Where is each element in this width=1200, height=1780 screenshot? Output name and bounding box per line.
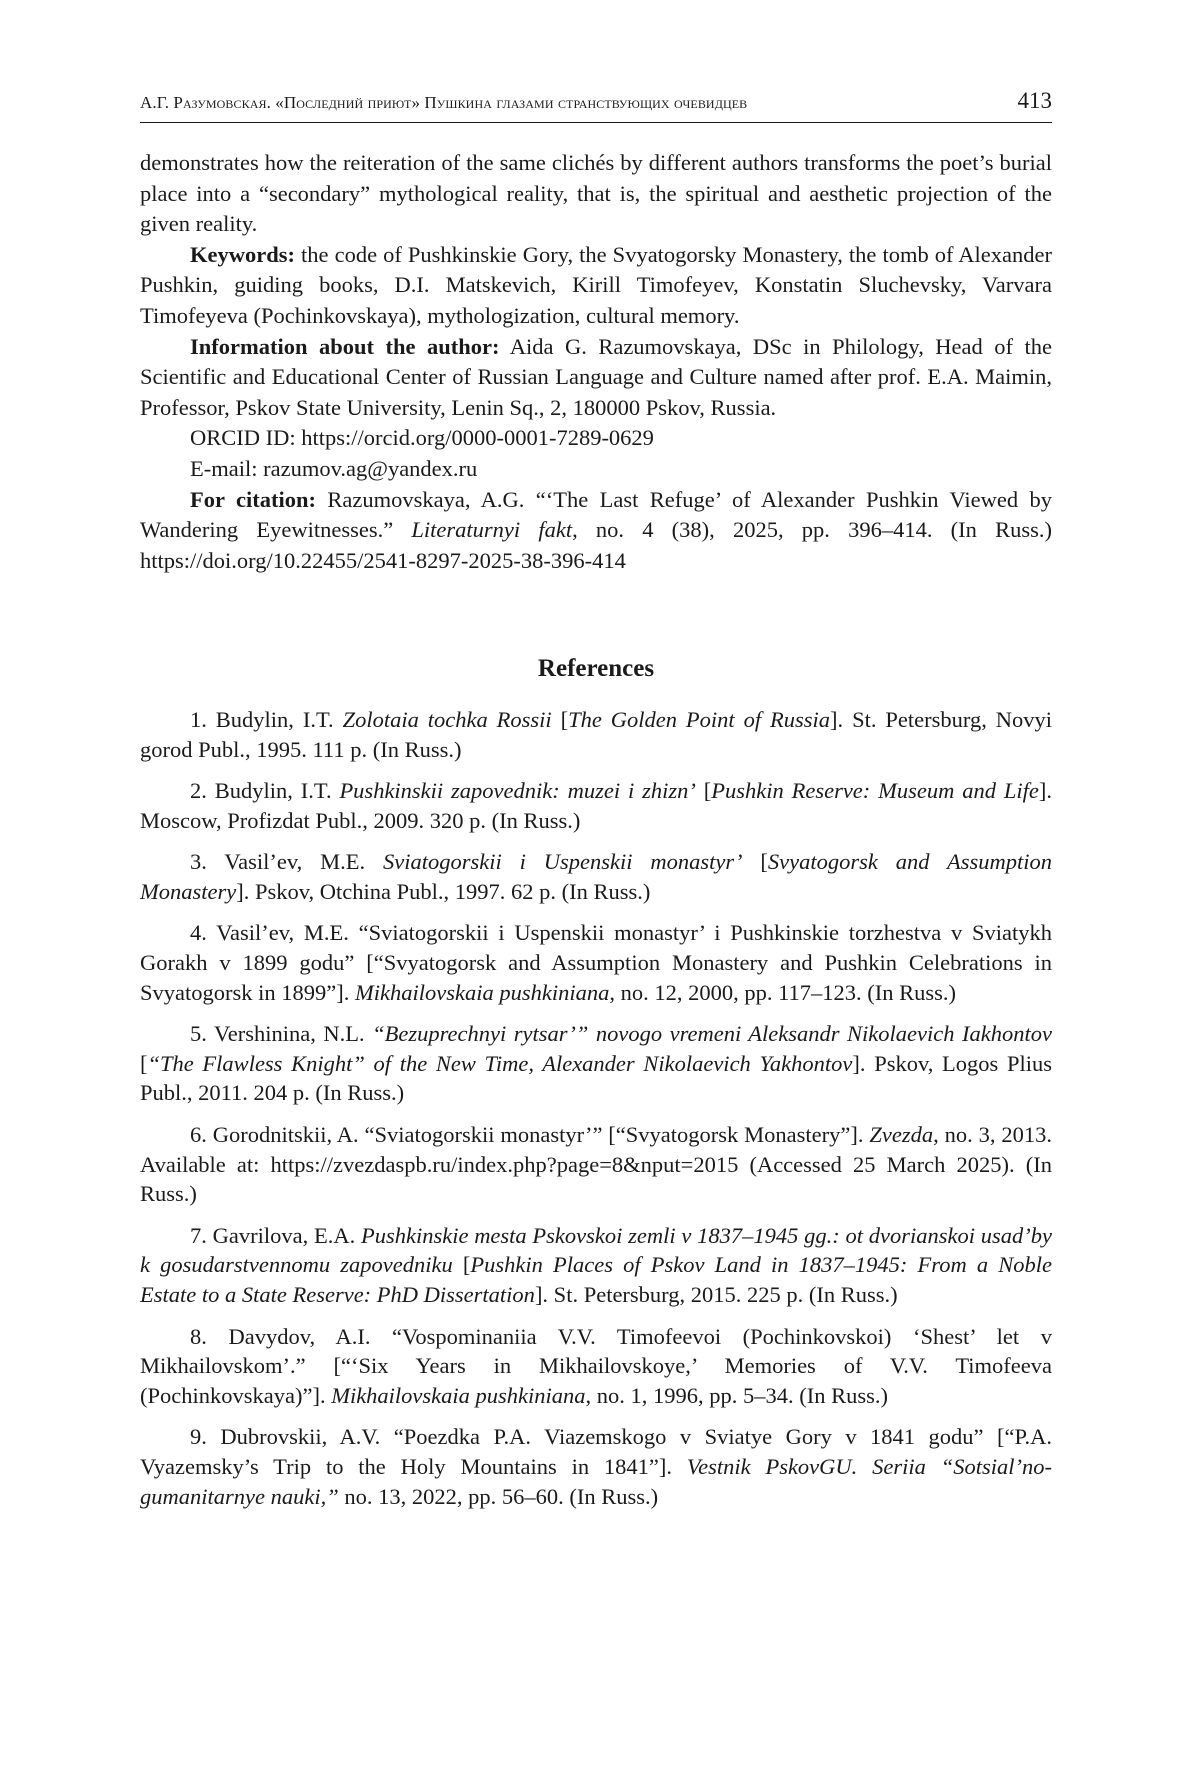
citation-text-a: Razumovskaya, A.G. “‘The Last Refuge’ of Alexander Pushkin Viewed by Wandering Eyewitnesses.” <box>140 486 1052 543</box>
reference-post: ]. Moscow, Profizdat Publ., 2009. 320 p. (In Russ.) <box>140 778 1053 833</box>
email-line: E-mail: razumov.ag@yandex.ru <box>190 455 478 481</box>
reference-item <box>140 847 1052 906</box>
reference-pre: 3. Vasil’ev, M.E. <box>190 849 384 875</box>
keywords-label: Keywords: <box>190 241 295 267</box>
abstract-continuation: demonstrates how the reiteration of the same clichés by different authors transforms the poet’s burial place into a “secondary” mythological reality, that is, the spiritual and aesthetic projection of the given reality. <box>140 150 1052 237</box>
author-info-paragraph <box>140 332 1052 424</box>
reference-item <box>140 1019 1052 1108</box>
reference-pre: 9. Dubrovskii, A.V. “Poezdka P.A. Viazemskogo v Sviatye Gory v 1841 godu” [“P.A. Vyazemsky’s Trip to the Holy Mountains in 1841”]. <box>140 1424 1052 1479</box>
reference-it1: Mikhailovskaia pushkiniana <box>331 1382 586 1408</box>
reference-it2: Pushkin Reserve: Museum and Life <box>711 778 1039 804</box>
citation-paragraph <box>140 485 1052 577</box>
reference-it1: Vestnik PskovGU. Seriia “Sotsial’no-gumanitarnye nauki,” <box>140 1453 1052 1509</box>
references-list <box>140 705 1052 1511</box>
running-title: А.Г. Разумовская. «Последний приют» Пушкина глазами странствующих очевидцев <box>140 93 748 112</box>
reference-mid: [ <box>551 706 569 732</box>
reference-item <box>140 1322 1052 1411</box>
reference-item <box>140 1221 1052 1310</box>
keywords-paragraph <box>140 240 1052 332</box>
reference-post: ]. St. Petersburg, Novyi gorod Publ., 1995. 111 p. (In Russ.) <box>140 706 1052 762</box>
keywords-text: the code of Pushkinskie Gory, the Svyatogorsky Monastery, the tomb of Alexander Pushkin, guiding books, D.I. Matskevich, Kirill Timofeyev, Konstatin Sluchevsky, Varvara Timofeyeva (Pochinkovskaya), mythologization, cultural memory. <box>140 241 1052 328</box>
article-content <box>140 148 1052 1523</box>
reference-it2: The Golden Point of Russia <box>568 706 831 732</box>
reference-it2: Svyatogorsk and Assumption Monastery <box>140 849 1052 904</box>
reference-post: no. 13, 2022, pp. 56–60. (In Russ.) <box>338 1483 659 1509</box>
reference-pre: 1. Budylin, I.T. <box>190 706 343 732</box>
reference-pre: 4. Vasil’ev, M.E. “Sviatogorskii i Uspenskii monastyr’ i Pushkinskie torzhestva v Sviatykh Gorakh v 1899 godu” [“Svyatogorsk and Assumption Monastery and Pushkin Celebrations in Svyatogorsk in 1899”]. <box>140 920 1052 1005</box>
reference-post: ]. Pskov, Otchina Publ., 1997. 62 p. (In Russ.) <box>236 878 651 904</box>
reference-item <box>140 918 1052 1007</box>
reference-it1: Zolotaia tochka Rossii <box>342 706 552 732</box>
page-number: 413 <box>1017 88 1052 113</box>
author-info-label: Information about the author: <box>190 333 500 359</box>
reference-post: , no. 12, 2000, pp. 117–123. (In Russ.) <box>609 979 956 1005</box>
reference-mid: [ <box>140 1050 148 1076</box>
orcid-line: ORCID ID: https://orcid.org/0000-0001-7289-0629 <box>190 425 654 451</box>
author-info-text: Aida G. Razumovskaya, DSc in Philology, Head of the Scientific and Educational Center of Russian Language and Culture named after prof. E.A. Maimin, Professor, Pskov State University, Lenin Sq., 2, 180000 Pskov, Russia. <box>140 333 1052 420</box>
reference-it1: Pushkinskii zapovednik: muzei i zhizn’ <box>339 778 696 804</box>
reference-pre: 6. Gorodnitskii, A. “Sviatogorskii monastyr’” [“Svyatogorsk Monastery”]. <box>190 1122 870 1148</box>
reference-item <box>140 776 1052 835</box>
reference-item <box>140 1120 1052 1209</box>
reference-post: ]. Pskov, Logos Plius Publ., 2011. 204 p. (In Russ.) <box>140 1050 1052 1106</box>
reference-pre: 5. Vershinina, N.L. <box>190 1021 373 1047</box>
reference-mid: [ <box>695 778 712 804</box>
reference-it1: Zvezda <box>869 1122 934 1148</box>
reference-mid: [ <box>742 849 768 875</box>
reference-it1: Sviatogorskii i Uspenskii monastyr’ <box>383 849 743 875</box>
running-header <box>140 88 1052 123</box>
reference-pre: 8. Davydov, A.I. “Vospominaniia V.V. Timofeevoi (Pochinkovskoi) ‘Shest’ let v Mikhailovskom’.” [“‘Six Years in Mikhailovskoye,’ Memories of V.V. Timofeeva (Pochinkovskaya)”]. <box>140 1323 1052 1408</box>
citation-label: For citation: <box>190 486 316 512</box>
reference-post: ]. St. Petersburg, 2015. 225 p. (In Russ.) <box>534 1282 898 1307</box>
reference-pre: 2. Budylin, I.T. <box>190 778 340 804</box>
reference-it1: “Bezuprechnyi rytsar’” novogo vremeni Aleksandr Nikolaevich Iakhontov <box>372 1021 1052 1047</box>
reference-item <box>140 1422 1052 1511</box>
reference-post: , no. 3, 2013. Available at: https://zvezdaspb.ru/index.php?page=8&nput=2015 (Accessed 25 March 2025). (In Russ.) <box>140 1122 1052 1207</box>
reference-pre: 7. Gavrilova, E.A. <box>190 1222 361 1248</box>
references-heading: References <box>537 655 655 683</box>
citation-text-b: , no. 4 (38), 2025, pp. 396–414. (In Russ.) https://doi.org/10.22455/2541-8297-2025-38-396-414 <box>140 517 1052 573</box>
reference-mid: [ <box>452 1252 471 1278</box>
reference-it1: Mikhailovskaia pushkiniana <box>354 979 610 1005</box>
reference-post: , no. 1, 1996, pp. 5–34. (In Russ.) <box>585 1382 889 1408</box>
reference-item <box>140 705 1052 764</box>
reference-it1: Pushkinskie mesta Pskovskoi zemli v 1837–1945 gg.: ot dvorianskoi usad’by k gosudarstvennomu zapovedniku <box>140 1222 1052 1278</box>
reference-it2: Pushkin Places of Pskov Land in 1837–1945: From a Noble Estate to a State Reserve: PhD Dissertation <box>140 1252 1052 1307</box>
citation-journal: Literaturnyi fakt <box>411 517 573 543</box>
reference-it2: “The Flawless Knight” of the New Time, Alexander Nikolaevich Yakhontov <box>147 1050 853 1076</box>
